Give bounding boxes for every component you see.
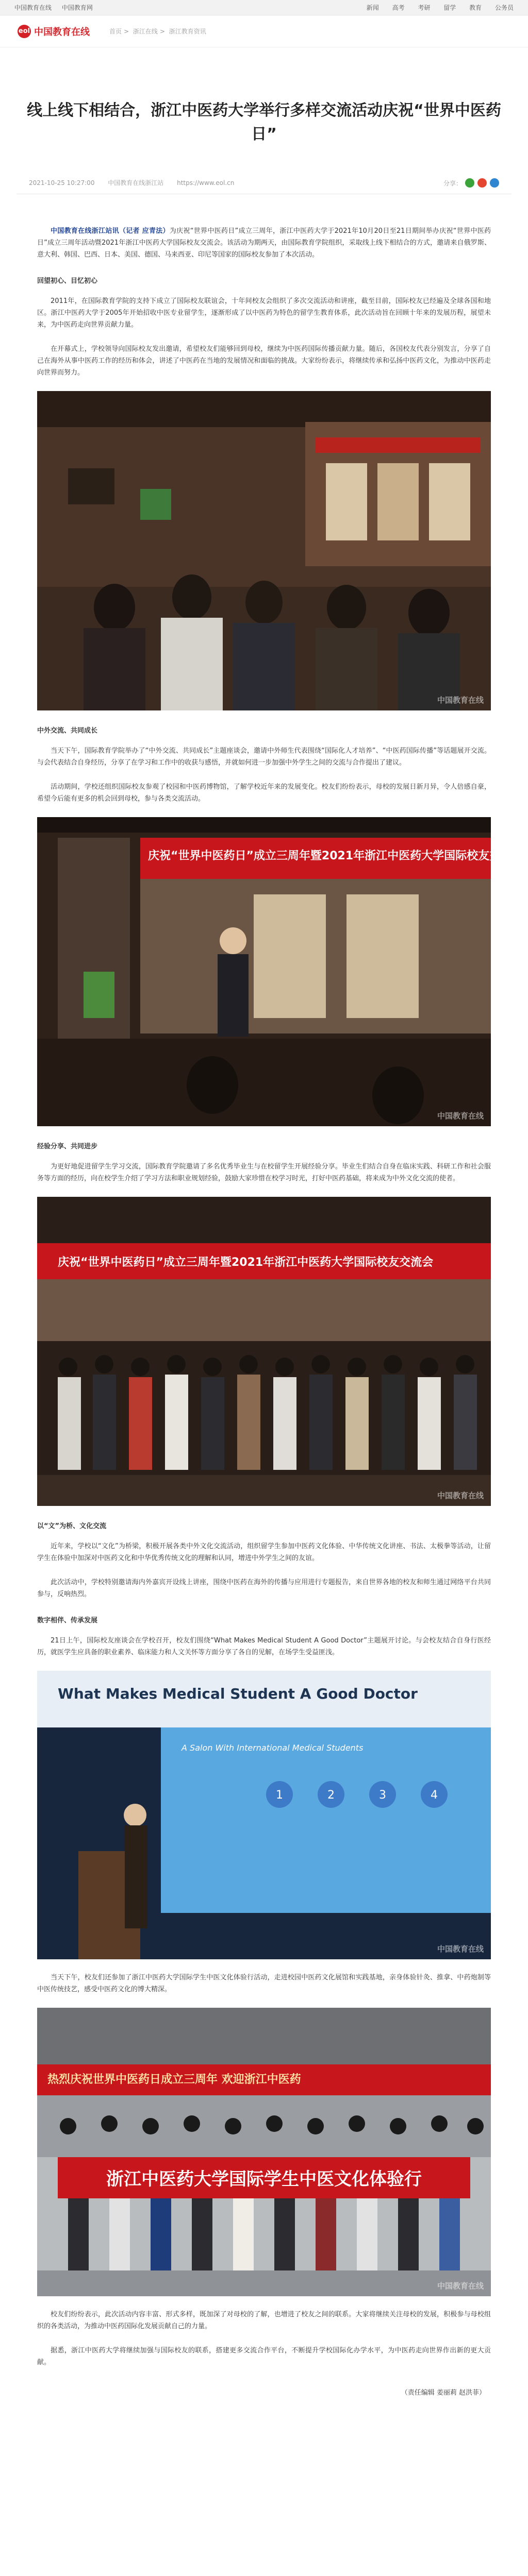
topbar-link-edu[interactable]: 中国教育网 xyxy=(61,4,93,11)
topbar-link-kaoyan[interactable]: 考研 xyxy=(418,4,431,11)
svg-text:2: 2 xyxy=(327,1789,335,1802)
breadcrumb: 首页 > 浙江在线 > 浙江教育资讯 xyxy=(109,28,206,35)
section-heading: 经验分享、共同进步 xyxy=(37,1143,98,1150)
body-paragraph: 据悉，浙江中医药大学将继续加强与国际校友的联系，搭建更多交流合作平台，不断提升学校国际化办学水平，为中医药走向世界作出新的更大贡献。 xyxy=(37,2347,491,2366)
topbar-right xyxy=(355,3,514,12)
section-heading: 以“文”为桥、文化交流 xyxy=(37,1522,107,1530)
topbar-link-gwy[interactable]: 公务员 xyxy=(494,4,514,11)
svg-text:1: 1 xyxy=(276,1789,283,1802)
photo-watermark: 中国教育在线 xyxy=(437,1111,484,1121)
body-paragraph: 2011年，在国际教育学院的支持下成立了国际校友联谊会，十年间校友会组织了多次交流活动和讲座，截至目前，国际校友已经遍及全球各国和地区。浙江中医药大学于2005年开始招收中医专业留学生，逐渐形成了以中医药为特色的留学生教育体系，此次活动旨在回顾十年来的发展历程，展望未来，为中医药走向世界贡献力量。 xyxy=(37,297,491,329)
event-banner: 庆祝“世界中医药日”成立三周年暨2021年浙江中医药大学国际校友交流会 xyxy=(148,850,524,862)
top-banner-text: 热烈庆祝世界中医药日成立三周年 欢迎浙江中医药 xyxy=(47,2073,301,2086)
article-photo-classroom xyxy=(37,391,491,710)
article-title: 线上线下相结合，浙江中医药大学举行多样交流活动庆祝“世界中医药日” xyxy=(27,101,501,143)
share-label: 分享： xyxy=(443,179,462,187)
photo-watermark: 中国教育在线 xyxy=(437,1491,484,1500)
breadcrumb-home[interactable]: 首页 xyxy=(109,28,122,35)
topbar-link-liuxue[interactable]: 留学 xyxy=(443,4,456,11)
body-paragraph: 活动期间，学校还组织国际校友参观了校园和中医药博物馆，了解学校近年来的发展变化。校友们纷纷表示，母校的发展日新月异，令人倍感自豪，希望今后能有更多的机会回到母校，参与各类交流活动。 xyxy=(37,783,491,803)
photo-watermark: 中国教育在线 xyxy=(437,1944,484,1954)
body-paragraph: 为更好地促进留学生学习交流，国际教育学院邀请了多名优秀毕业生与在校留学生开展经验分享。毕业生们结合自身在临床实践、科研工作和社会服务等方面的经历，向在校学生介绍了学习方法和职业规划经验，鼓励大家珍惜在校学习时光，打好中医药基础，将来成为中外文化交流的使者。 xyxy=(37,1163,491,1182)
article-url[interactable]: https://www.eol.cn xyxy=(177,179,235,187)
main-banner-text: 浙江中医药大学国际学生中医文化体验行 xyxy=(106,2169,422,2190)
lead-text: 为庆祝“世界中医药日”成立三周年，浙江中医药大学于2021年10月20日至21日期间举办庆祝“世界中医药日”成立三周年活动暨2021年浙江中医药大学国际校友交流会。该活动为期两天，由国际教育学院组织，采取线上线下相结合的方式，邀请来自俄罗斯、意大利、韩国、巴西、日本、美国、德国、马来西亚、印尼等国家的国际校友参加了本次活动。 xyxy=(37,227,491,259)
topbar-link-eol[interactable]: 中国教育在线 xyxy=(14,4,52,11)
body-paragraph: 当天下午，国际教育学院举办了“中外交流、共同成长”主题座谈会，邀请中外师生代表围绕“国际化人才培养”、“中医药国际传播”等话题展开交流。与会代表结合自身经历，分享了在学习和工作中的收获与感悟，并就如何进一步加强中外学生之间的交流与合作提出了建议。 xyxy=(37,747,491,767)
article xyxy=(16,47,524,2397)
share-bar xyxy=(443,178,499,188)
section-heading: 中外交流、共同成长 xyxy=(37,727,98,735)
weibo-share-icon[interactable] xyxy=(477,178,487,188)
photo-watermark: 中国教育在线 xyxy=(437,696,484,705)
breadcrumb-news[interactable]: 浙江教育资讯 xyxy=(169,28,206,35)
site-logo[interactable] xyxy=(18,25,90,38)
topbar-left xyxy=(14,3,101,12)
article-photo-group xyxy=(37,1197,491,1506)
body-paragraph: 当天下午，校友们还参加了浙江中医药大学国际学生中医文化体验行活动，走进校园中医药文化展馆和实践基地，亲身体验针灸、推拿、中药炮制等中医传统技艺，感受中医药文化的博大精深。 xyxy=(37,1974,491,1993)
topbar-link-jiaoyu[interactable]: 教育 xyxy=(469,4,482,11)
section-heading: 回望初心、目忆初心 xyxy=(37,277,98,285)
article-photo-outdoor-group xyxy=(37,2008,491,2296)
article-meta xyxy=(16,178,512,194)
publish-time: 2021-10-25 10:27:00 xyxy=(29,179,95,187)
site-header xyxy=(0,15,528,47)
svg-text:3: 3 xyxy=(379,1789,386,1802)
logo-text: 中国教育在线 xyxy=(34,26,90,38)
slide-title: What Makes Medical Student A Good Doctor xyxy=(58,1685,418,1702)
slide-subtitle: A Salon With International Medical Students xyxy=(182,1743,364,1753)
body-paragraph: 21日上午，国际校友座谈会在学校召开，校友们围绕“What Makes Medical Student A Good Doctor”主题展开讨论。与会校友结合自身行医经历，就医学生应具备的职业素养、临床能力和人文关怀等方面分享了各自的见解，在场学生受益匪浅。 xyxy=(37,1637,491,1656)
editor-credit: （责任编辑 姜丽莉 赵洪菲） xyxy=(401,2389,486,2397)
article-source: 中国教育在线浙江站 xyxy=(108,179,164,187)
wechat-share-icon[interactable] xyxy=(465,178,474,188)
svg-text:4: 4 xyxy=(431,1789,438,1802)
body-paragraph: 校友们纷纷表示，此次活动内容丰富、形式多样，既加深了对母校的了解，也增进了校友之间的联系。大家将继续关注母校的发展，积极参与母校组织的各类活动，为推动中医药国际化发展贡献自己的力量。 xyxy=(37,2311,491,2330)
body-paragraph: 在开幕式上，学校领导向国际校友发出邀请，希望校友们能够回到母校，继续为中医药国际传播贡献力量。随后，各国校友代表分别发言，分享了自己在海外从事中医药工作的经历和体会，讲述了中医药在当地的发展情况和面临的挑战。大家纷纷表示，将继续传承和弘扬中医药文化，为推动中医药走向世界而努力。 xyxy=(37,345,491,377)
body-paragraph: 近年来，学校以“文化”为桥梁，积极开展各类中外文化交流活动，组织留学生参加中医药文化体验、中华传统文化讲座、书法、太极拳等活动，让留学生在体验中加深对中医药文化和中华优秀传统文化的理解和认同，增进中外学生之间的友谊。 xyxy=(37,1543,491,1562)
article-body xyxy=(16,194,524,2397)
eol-logo-icon: eol xyxy=(18,25,31,38)
qzone-share-icon[interactable] xyxy=(490,178,499,188)
lead-byline: 中国教育在线浙江站讯（记者 应青法） xyxy=(51,227,170,235)
article-photo-presentation xyxy=(37,1671,491,1959)
article-photo-speaker xyxy=(37,817,524,1126)
topbar-link-gaokao[interactable]: 高考 xyxy=(392,4,405,11)
lead-paragraph xyxy=(37,225,491,261)
section-heading: 数字相伴、传承发展 xyxy=(37,1617,98,1624)
event-banner: 庆祝“世界中医药日”成立三周年暨2021年浙江中医药大学国际校友交流会 xyxy=(58,1256,434,1269)
topbar-link-news[interactable]: 新闻 xyxy=(366,4,379,11)
body-paragraph: 此次活动中，学校特别邀请海内外嘉宾开设线上讲座，围绕中医药在海外的传播与应用进行专题报告，来自世界各地的校友和师生通过网络平台共同参与，反响热烈。 xyxy=(37,1579,491,1598)
photo-watermark: 中国教育在线 xyxy=(437,2281,484,2291)
top-utility-bar xyxy=(0,0,528,15)
breadcrumb-zhejiang[interactable]: 浙江在线 xyxy=(133,28,158,35)
